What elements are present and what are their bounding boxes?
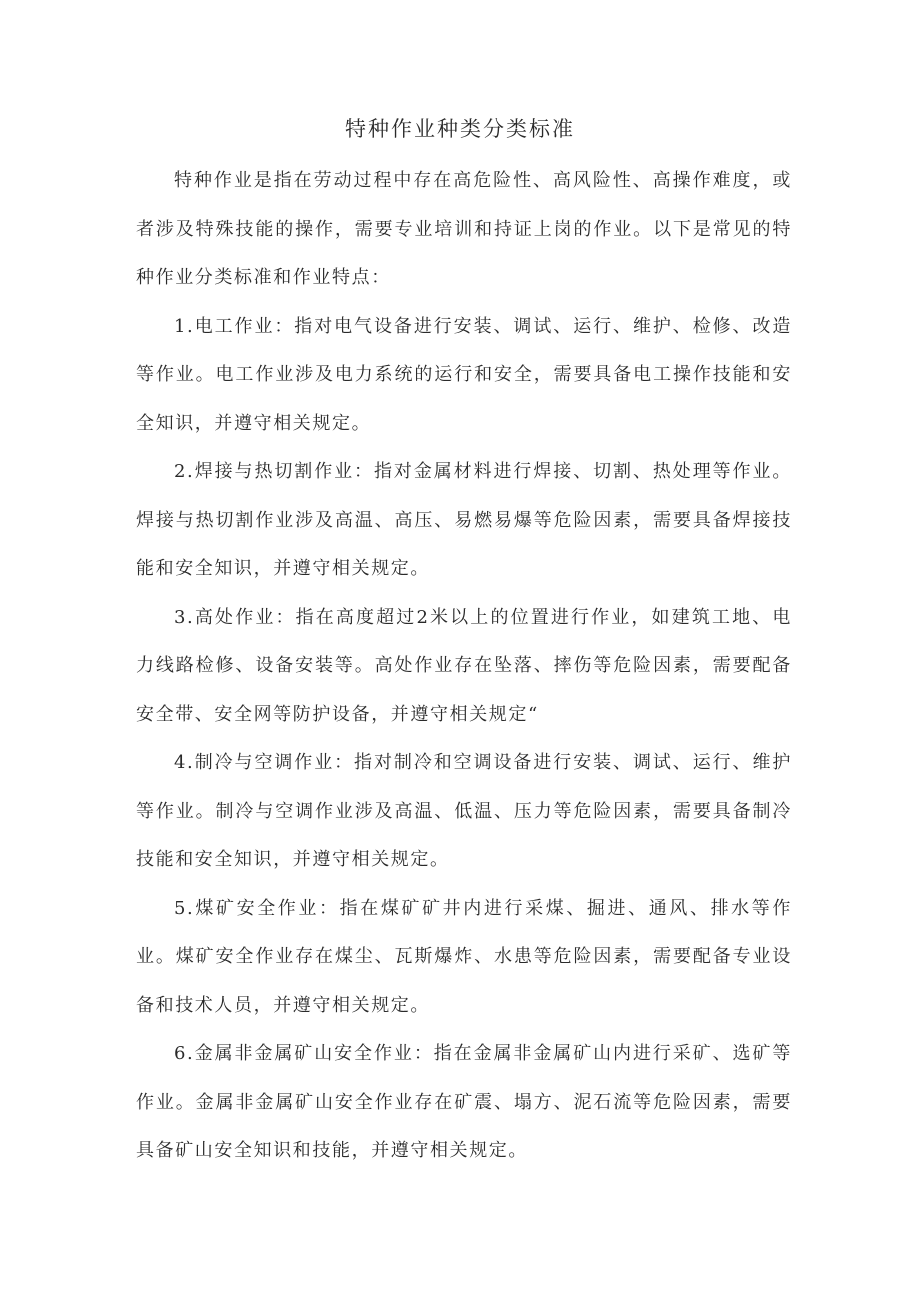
paragraph-work-at-height: 3.高处作业：指在高度超过2米以上的位置进行作业，如建筑工地、电力线路检修、设备安装等。高处作业存在坠落、摔伤等危险因素，需要配备安全带、安全网等防护设备，并遵守相关规定“ (136, 606, 792, 725)
document-title: 特种作业种类分类标准 (345, 117, 575, 141)
paragraph-coal-mine-safety: 5.煤矿安全作业：指在煤矿矿井内进行采煤、掘进、通风、排水等作业。煤矿安全作业存在煤尘、瓦斯爆炸、水患等危险因素，需要配备专业设备和技术人员，并遵守相关规定。 (136, 897, 792, 1016)
paragraph-refrigeration: 4.制冷与空调作业：指对制冷和空调设备进行安装、调试、运行、维护等作业。制冷与空调作业涉及高温、低温、压力等危险因素，需要具备制冷技能和安全知识，并遵守相关规定。 (136, 752, 792, 870)
paragraph-welding-cutting: 2.焊接与热切割作业：指对金属材料进行焊接、切割、热处理等作业。焊接与热切割作业涉及高温、高压、易燃易爆等危险因素，需要具备焊接技能和安全知识，并遵守相关规定。 (136, 461, 792, 579)
document-body (136, 157, 792, 1176)
paragraph-electrical-work: 1.电工作业：指对电气设备进行安装、调试、运行、维护、检修、改造等作业。电工作业涉及电力系统的运行和安全，需要具备电工操作技能和安全知识，并遵守相关规定。 (136, 315, 792, 434)
paragraph-metal-mine-safety: 6.金属非金属矿山安全作业：指在金属非金属矿山内进行采矿、选矿等作业。金属非金属矿山安全作业存在矿震、塌方、泥石流等危险因素，需要具备矿山安全知识和技能，并遵守相关规定。 (136, 1043, 792, 1161)
intro-paragraph: 特种作业是指在劳动过程中存在高危险性、高风险性、高操作难度，或者涉及特殊技能的操作，需要专业培训和持证上岗的作业。以下是常见的特种作业分类标准和作业特点： (136, 170, 792, 288)
